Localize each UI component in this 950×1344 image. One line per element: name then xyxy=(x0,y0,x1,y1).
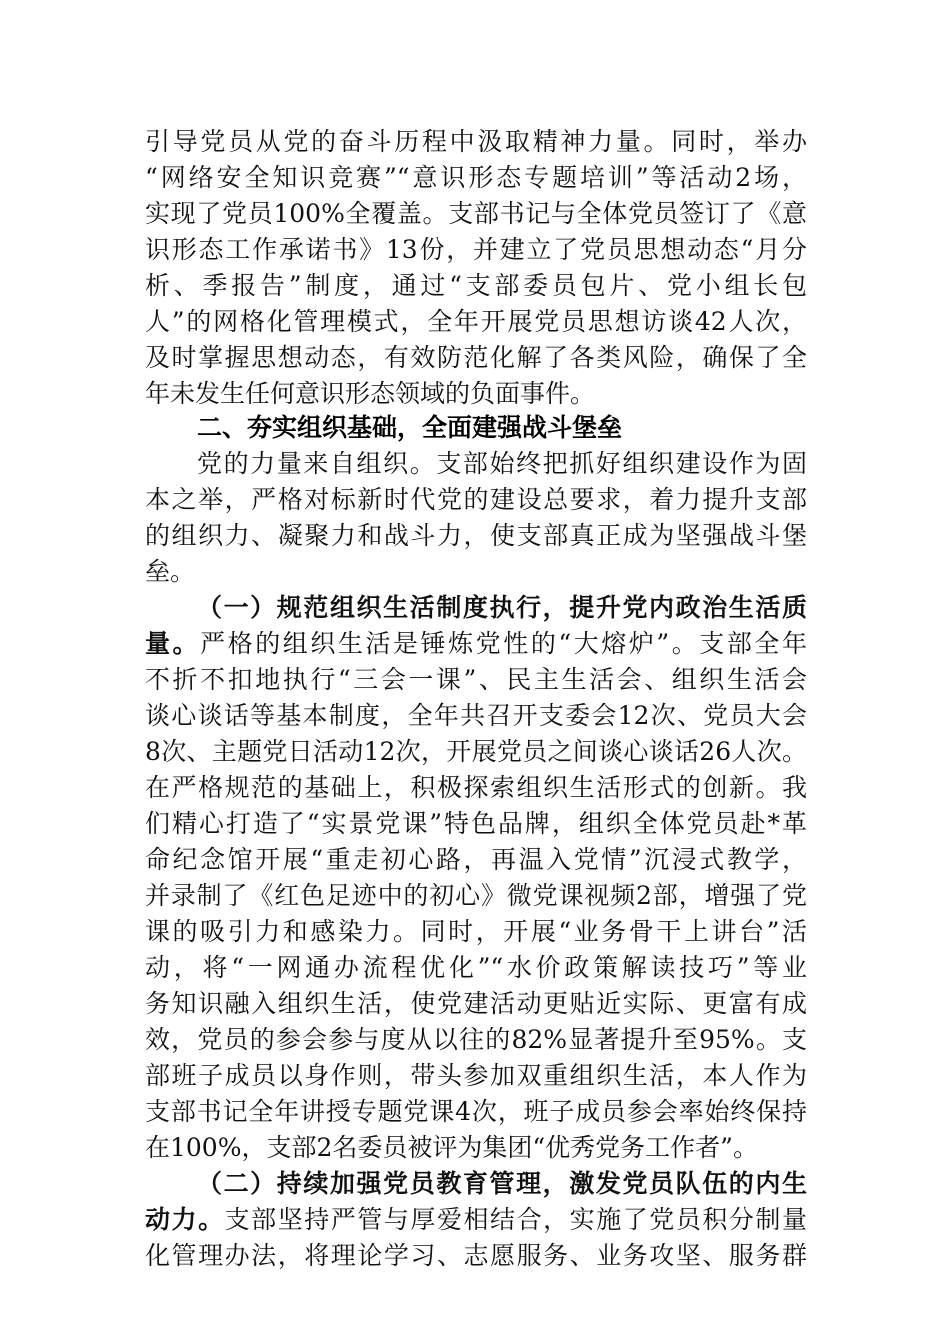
paragraph-line: 课的吸引力和感染力。同时，开展“业务骨干上讲台”活 xyxy=(145,917,807,946)
paragraph-line xyxy=(145,626,807,662)
paragraph-line: 化管理办法，将理论学习、志愿服务、业务攻坚、服务群 xyxy=(145,1241,807,1270)
subsection-heading xyxy=(197,590,807,626)
subsection-title-end: 动力。 xyxy=(145,1205,225,1234)
paragraph-line: 在100%，支部2名委员被评为集团“优秀党务工作者”。 xyxy=(145,1133,758,1162)
paragraph-line: 在严格规范的基础上，积极探索组织生活形式的创新。我 xyxy=(145,773,807,802)
paragraph-line: 8次、主题党日活动12次，开展党员之间谈心谈话26人次。 xyxy=(145,737,807,766)
paragraph-text: 严格的组织生活是锤炼党性的“大熔炉”。支部全年 xyxy=(200,629,807,658)
subsection-title-end: 量。 xyxy=(145,629,201,658)
section-heading: 二、夯实组织基础，全面建强战斗堡垒 xyxy=(197,413,623,442)
paragraph-line: “网络安全知识竞赛”“意识形态专题培训”等活动2场， xyxy=(145,163,807,192)
paragraph-line: 并录制了《红色足迹中的初心》微党课视频2部，增强了党 xyxy=(145,881,807,910)
paragraph-line: 命纪念馆开展“重走初心路，再温入党情”沉浸式教学， xyxy=(145,845,807,874)
paragraph-line xyxy=(145,1202,807,1238)
paragraph-line: 本之举，严格对标新时代党的建设总要求，着力提升支部 xyxy=(145,485,807,514)
paragraph-line: 党的力量来自组织。支部始终把抓好组织建设作为固 xyxy=(197,449,807,478)
paragraph-line: 不折不扣地执行“三会一课”、民主生活会、组织生活会 xyxy=(145,665,807,694)
paragraph-text: 支部坚持严管与厚爱相结合，实施了党员积分制量 xyxy=(224,1205,807,1234)
subsection-heading xyxy=(197,1166,807,1202)
paragraph-line: 部班子成员以身作则，带头参加双重组织生活，本人作为 xyxy=(145,1061,807,1090)
paragraph-line: 的组织力、凝聚力和战斗力，使支部真正成为坚强战斗堡 xyxy=(145,521,807,550)
paragraph-line: 及时掌握思想动态，有效防范化解了各类风险，确保了全 xyxy=(145,343,807,372)
subsection-title: （一）规范组织生活制度执行，提升党内政治生活质 xyxy=(197,593,807,622)
paragraph-line: 垒。 xyxy=(145,557,196,586)
paragraph-line: 年未发生任何意识形态领域的负面事件。 xyxy=(145,379,596,408)
subsection-title: （二）持续加强党员教育管理，激发党员队伍的内生 xyxy=(197,1169,807,1198)
paragraph-line: 人”的网格化管理模式，全年开展党员思想访谈42人次， xyxy=(145,307,807,336)
paragraph-line: 谈心谈话等基本制度，全年共召开支委会12次、党员大会 xyxy=(145,701,807,730)
paragraph-line: 务知识融入组织生活，使党建活动更贴近实际、更富有成 xyxy=(145,989,807,1018)
paragraph-line: 支部书记全年讲授专题党课4次，班子成员参会率始终保持 xyxy=(145,1097,807,1126)
paragraph-line: 引导党员从党的奋斗历程中汲取精神力量。同时，举办 xyxy=(145,127,807,156)
paragraph-line: 动，将“一网通办流程优化”“水价政策解读技巧”等业 xyxy=(145,953,807,982)
paragraph-line: 实现了党员100%全覆盖。支部书记与全体党员签订了《意 xyxy=(145,199,807,228)
paragraph-line: 效，党员的参会参与度从以往的82%显著提升至95%。支 xyxy=(145,1025,807,1054)
paragraph-line: 识形态工作承诺书》13份，并建立了党员思想动态“月分 xyxy=(145,235,807,264)
paragraph-line: 们精心打造了“实景党课”特色品牌，组织全体党员赴*革 xyxy=(145,809,807,838)
paragraph-line: 析、季报告”制度，通过“支部委员包片、党小组长包 xyxy=(145,271,807,300)
